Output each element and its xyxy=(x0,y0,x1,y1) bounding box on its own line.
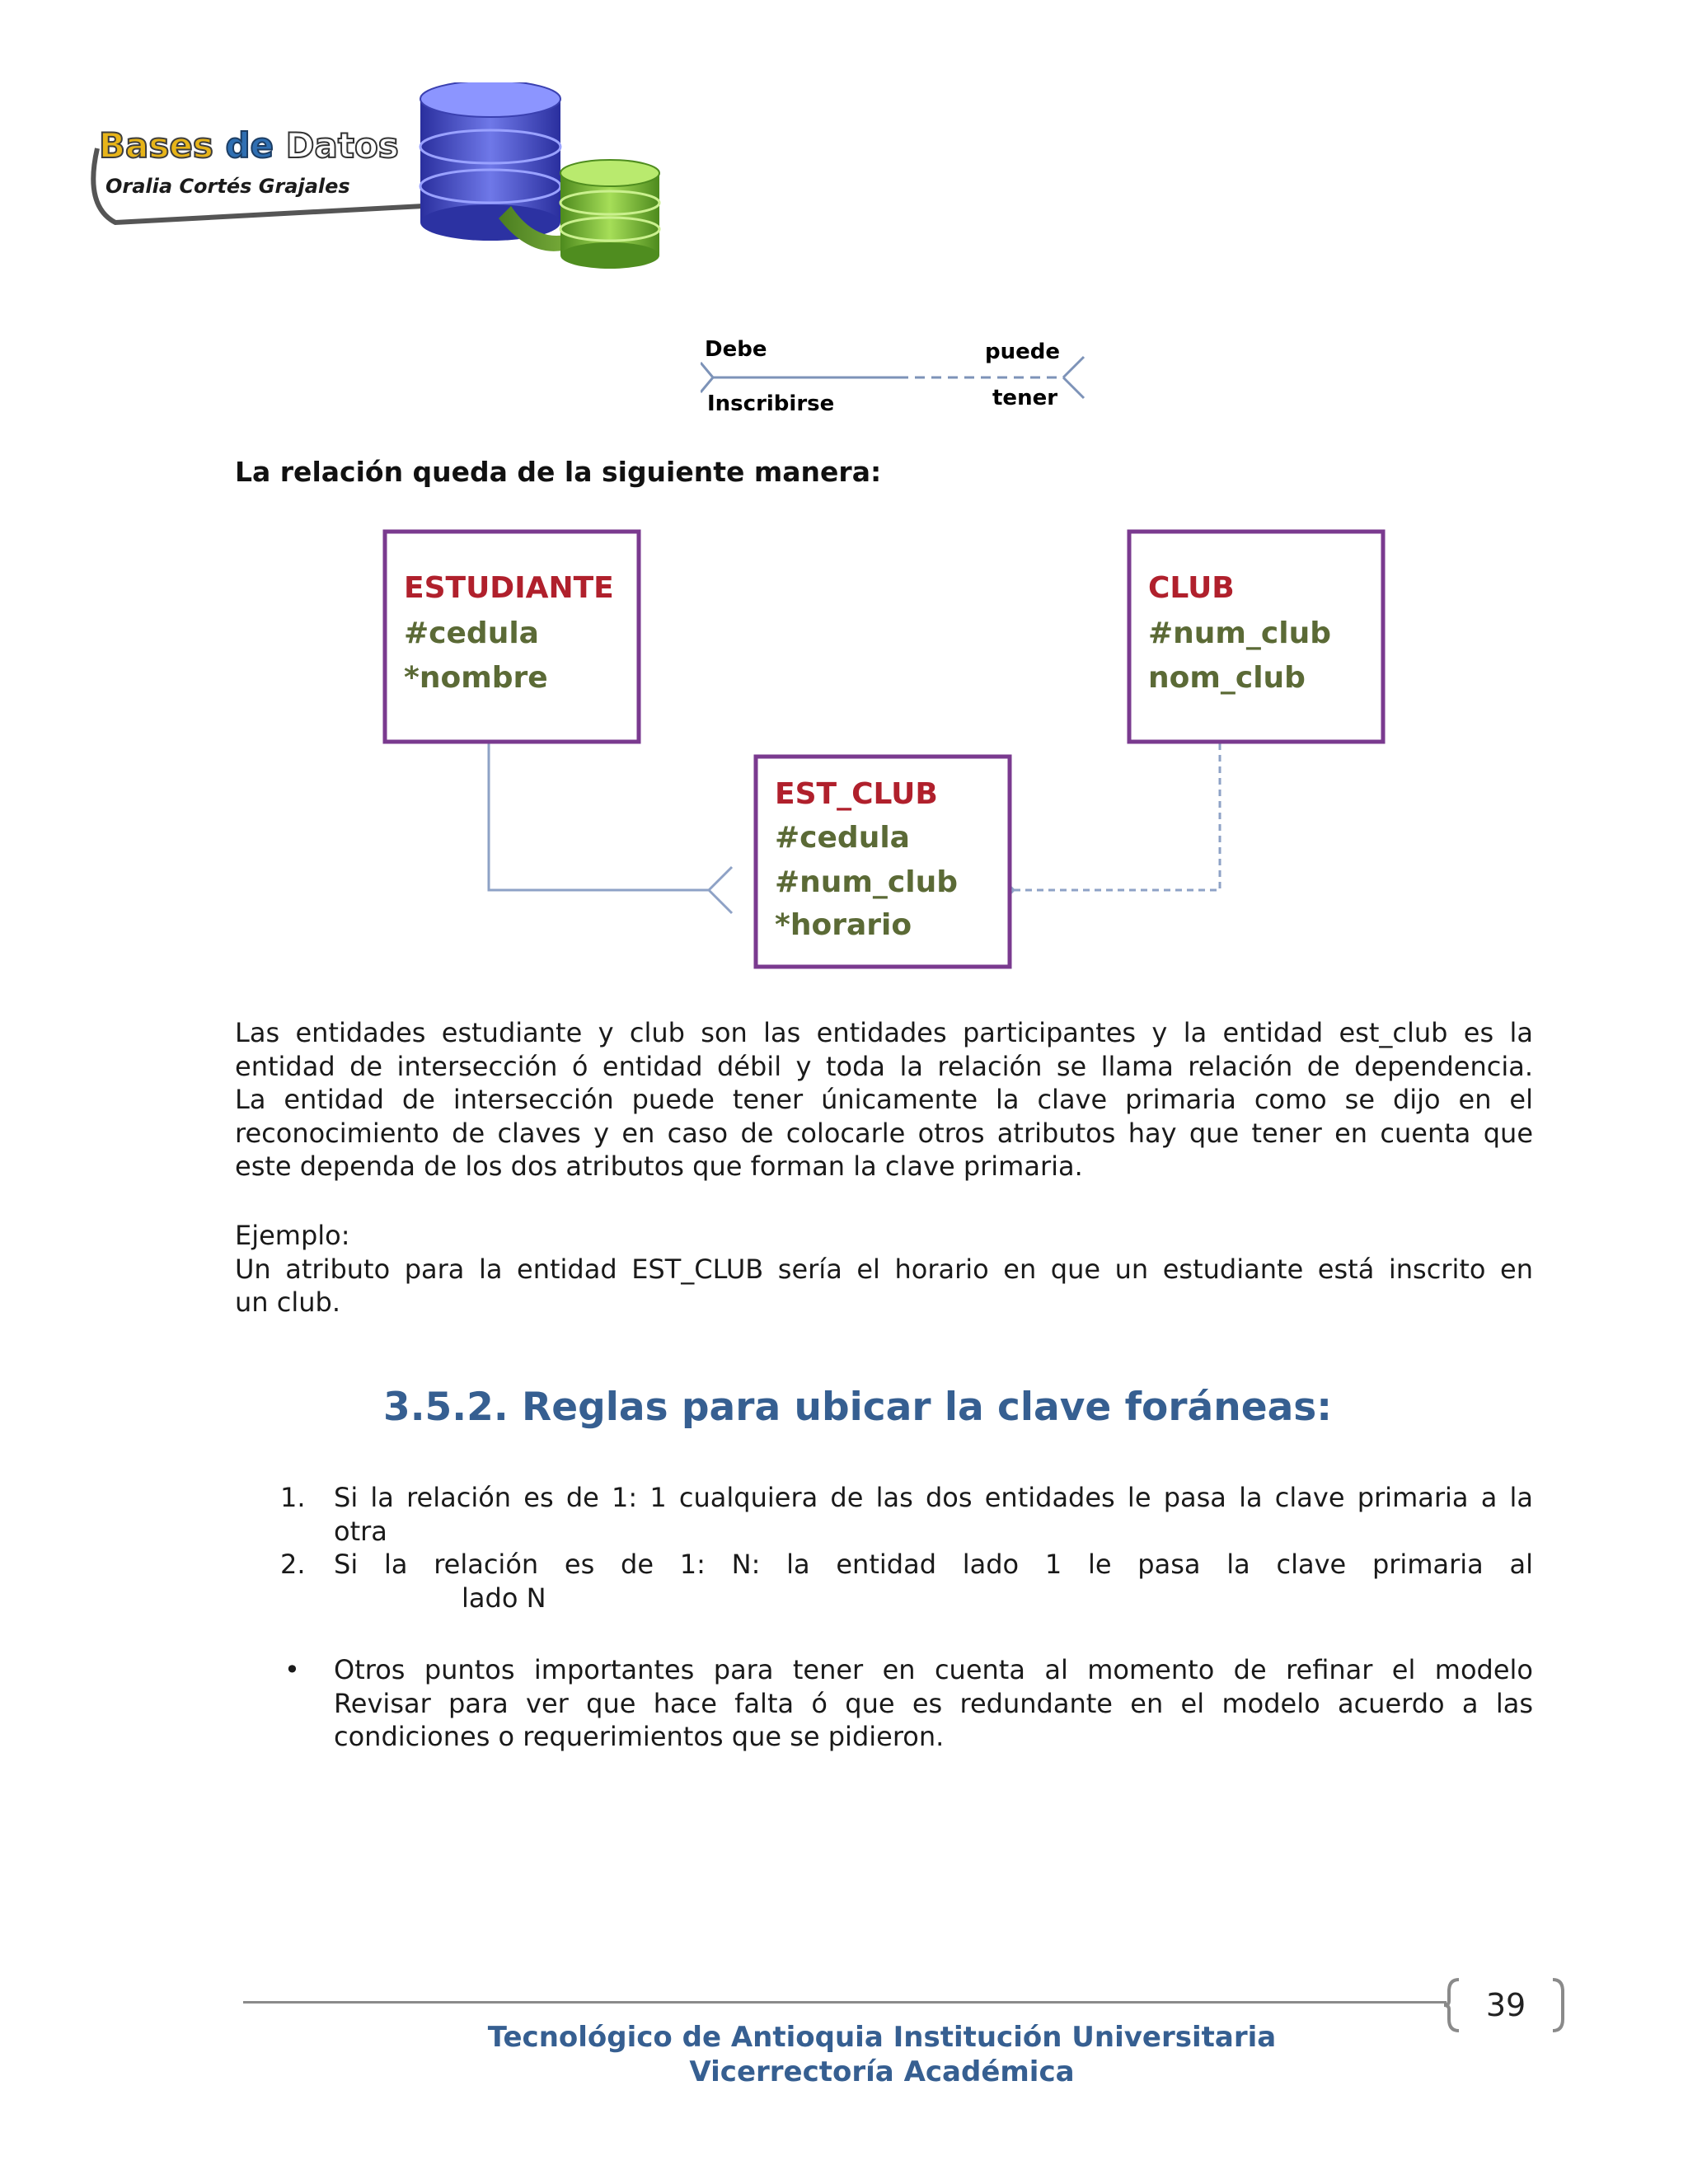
entity-estudiante-attr-1: #cedula xyxy=(404,616,539,650)
footer-department: Vicerrectoría Académica xyxy=(689,2055,1075,2088)
entity-club-attr-1: #num_club xyxy=(1148,616,1332,650)
paragraph-line: entidad de intersección ó entidad débil y toda la relación se llama relación de dependencia. xyxy=(235,1050,1533,1082)
page-number-value: 39 xyxy=(1485,1987,1526,2023)
sketch-label-tener: tener xyxy=(992,386,1058,410)
entity-estudiante-attr-2: *nombre xyxy=(404,661,548,695)
list-item-text: lado N xyxy=(462,1582,546,1614)
connector-estudiante xyxy=(489,743,709,890)
entity-club xyxy=(1129,532,1383,742)
paragraph-line: Las entidades estudiante y club son las entidades participantes y la entidad est_club es la xyxy=(235,1017,1533,1048)
paragraph-line: Un atributo para la entidad EST_CLUB sería el horario en que un estudiante está inscrito en xyxy=(235,1253,1533,1285)
example-label: Ejemplo: xyxy=(235,1220,350,1251)
paragraph-line: este dependa de los dos atributos que forman la clave primaria. xyxy=(235,1151,1083,1182)
footer-divider xyxy=(243,2001,1447,2004)
paragraph-example xyxy=(235,1219,1533,1319)
entity-club-title: CLUB xyxy=(1148,571,1235,605)
sketch-end-icon xyxy=(701,363,713,392)
entity-est-club-title: EST_CLUB xyxy=(775,777,938,811)
list-item-number: 1. xyxy=(280,1482,306,1513)
paragraph-line: reconocimiento de claves y en caso de colocarle otros atributos hay que tener en cuenta que xyxy=(235,1117,1533,1149)
bullet-text: Otros puntos importantes para tener en cuenta al momento de refinar el modelo xyxy=(334,1654,1533,1685)
bullet-text: Revisar para ver que hace falta ó que es redundante en el modelo acuerdo a las xyxy=(334,1687,1533,1719)
section-heading: 3.5.2. Reglas para ubicar la clave foráneas: xyxy=(383,1385,1333,1430)
list-item-number: 2. xyxy=(280,1549,306,1580)
list-item xyxy=(280,1548,1533,1615)
er-diagram xyxy=(363,519,1401,981)
bullet-text: condiciones o requerimientos que se pidieron. xyxy=(334,1721,945,1752)
entity-estudiante-title: ESTUDIANTE xyxy=(404,571,614,605)
entity-est-club-attr-3: *horario xyxy=(775,908,912,942)
entity-estudiante xyxy=(385,532,639,742)
entity-est-club-attr-1: #cedula xyxy=(775,821,910,855)
paragraph-line: La entidad de intersección puede tener únicamente la clave primaria como se dijo en el xyxy=(235,1084,1533,1115)
logo-title-word-1: Bases xyxy=(99,125,213,166)
list-item-text: Si la relación es de 1: N: la entidad lado 1 le pasa la clave primaria al xyxy=(334,1549,1533,1580)
list-item xyxy=(280,1481,1533,1548)
sketch-label-puede: puede xyxy=(985,340,1060,364)
entity-club-attr-2: nom_club xyxy=(1148,661,1306,695)
logo-title xyxy=(99,125,399,166)
relationship-sketch xyxy=(701,326,1088,433)
bullet-list xyxy=(280,1653,1533,1760)
rules-list xyxy=(280,1481,1533,1621)
entity-est-club-attr-2: #num_club xyxy=(775,865,959,899)
logo-title-word-2: de xyxy=(225,125,274,166)
list-item-text: otra xyxy=(334,1515,387,1547)
crowfoot-left-icon xyxy=(709,867,732,913)
connector-club xyxy=(1014,743,1220,890)
entity-est-club xyxy=(756,757,1010,967)
paragraph-intro xyxy=(235,1016,1533,1183)
list-item-text: Si la relación es de 1: 1 cualquiera de las dos entidades le pasa la clave primaria a la xyxy=(334,1482,1533,1513)
sketch-crowfoot-icon xyxy=(1063,357,1084,398)
footer-institution: Tecnológico de Antioquia Institución Universitaria xyxy=(487,2021,1277,2054)
sketch-label-inscribirse: Inscribirse xyxy=(707,391,835,416)
sketch-label-debe: Debe xyxy=(705,337,767,362)
logo-author: Oralia Cortés Grajales xyxy=(106,175,350,198)
bullet-icon: • xyxy=(284,1654,300,1685)
logo-title-word-3: Datos xyxy=(285,125,399,166)
paragraph-line: un club. xyxy=(235,1286,340,1318)
section-lead: La relación queda de la siguiente manera: xyxy=(235,456,882,488)
